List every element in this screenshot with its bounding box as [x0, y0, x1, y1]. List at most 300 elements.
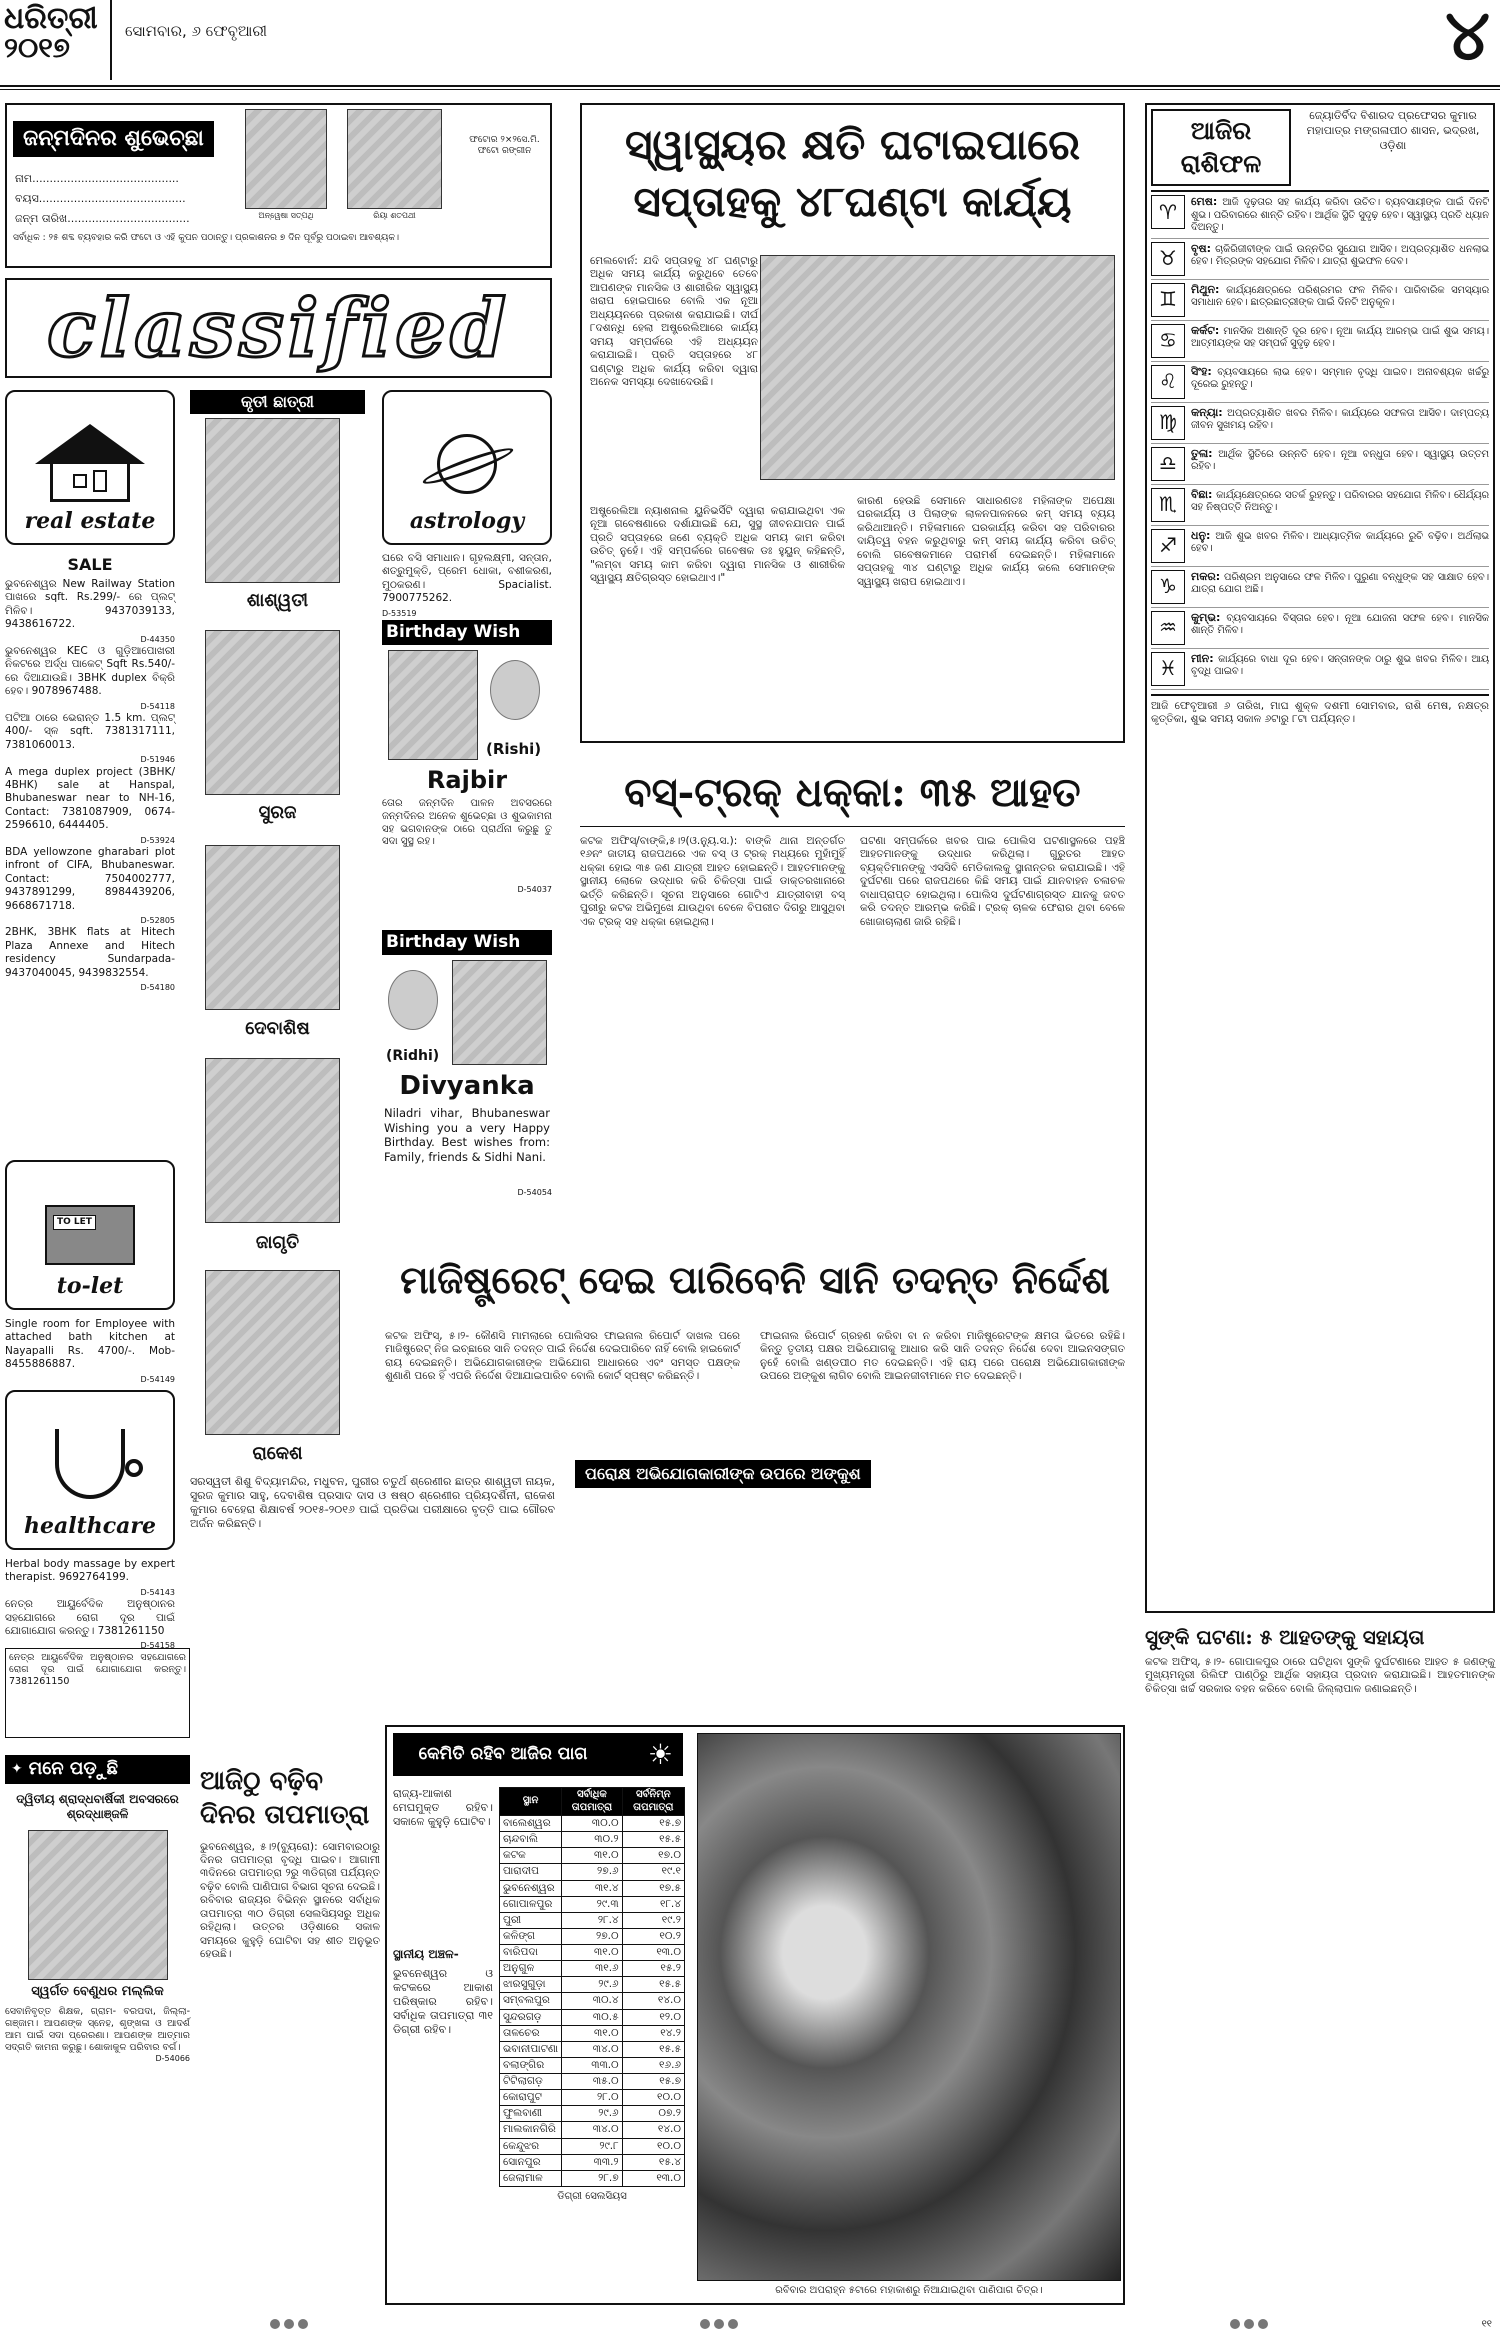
- table-row: [500, 2138, 685, 2154]
- weather-cell: ୨୯.୩: [562, 1896, 622, 1912]
- sale-heading: SALE: [67, 555, 113, 574]
- student-photo-2: [205, 630, 340, 795]
- ad-1: ଭୁବନେଶ୍ୱର New Railway Station ପାଖରେ sqft. Rs.299/- ରେ ପ୍ଲଟ୍ ମିଳିବ। 9437039133, 9438616722.: [5, 578, 175, 631]
- weather-cell: କୋରାପୁଟ: [500, 2090, 562, 2106]
- ad-5-code: D-52805: [140, 916, 175, 926]
- ad-1-code: D-44350: [140, 634, 175, 644]
- obituary-header: ଦ୍ୱିତୀୟ ଶ୍ରାଦ୍ଧବାର୍ଷିକୀ ଅବସରରେ ଶ୍ରଦ୍ଧାଞ୍ଜଳି: [16, 1791, 179, 1821]
- weather-cell: ବଲାଙ୍ଗିର: [500, 2057, 562, 2073]
- table-row: [500, 1896, 685, 1912]
- table-row: [500, 2154, 685, 2170]
- rashi-prediction: ବ୍ୟବସାୟରେ ଲାଭ ହେବ। ସମ୍ମାନ ବୃଦ୍ଧି ପାଇବ। ଅନାବଶ୍ୟକ ଖର୍ଚ୍ଚରୁ ଦୂରେଇ ରୁହନ୍ତୁ।: [1191, 366, 1489, 391]
- weather-cell: ୨୭.୦: [562, 1928, 622, 1944]
- weather-cell: ୩୩.୨: [562, 2154, 622, 2170]
- rashi-name: ସିଂହ:: [1191, 364, 1212, 378]
- rashi-prediction: ଆର୍ଥିକ ସ୍ଥିତିରେ ଉନ୍ନତି ହେବ। ନୂଆ ବନ୍ଧୁତା ହେବ। ସ୍ୱାସ୍ଥ୍ୟ ଉତ୍ତମ ରହିବ।: [1191, 448, 1489, 473]
- zodiac-icon: ♑: [1151, 570, 1185, 604]
- weather-cell: ୧୫.୭: [622, 2074, 684, 2090]
- zodiac-icon: ♒: [1151, 611, 1185, 645]
- obituary-name: ସ୍ୱର୍ଗତ ବେଣୁଧର ମଲ୍ଲିକ: [31, 1983, 164, 1999]
- weather-cell: ୩୧.୦: [562, 2025, 622, 2041]
- zodiac-icon: ♎: [1151, 447, 1185, 481]
- story-bus-col2: ଘଟଣା ସମ୍ପର୍କରେ ଖବର ପାଇ ପୋଲିସ ଘଟଣାସ୍ଥଳରେ ପହଞ୍ଚି ଆହତମାନଙ୍କୁ ଉଦ୍ଧାର କରିଥିଲା। ଗୁରୁତର ଆହତ ବ୍ୟକ୍ତିମାନଙ୍କୁ ଏସସିବି ମେଡିକାଲକୁ ସ୍ଥାନାନ୍ତର କରାଯାଇଛି। ଏହି ଦୁର୍ଘଟଣା ପରେ ରାଜପଥରେ କିଛି ସମୟ ପାଇଁ ଯାନବାହନ ଚଳାଚଳ ବାଧାପ୍ରାପ୍ତ ହୋଇଥିଲା। ପୋଲିସ ଦୁର୍ଘଟଣାଗ୍ରସ୍ତ ଯାନକୁ ଜବତ କରି ତଦନ୍ତ ଆରମ୍ଭ କରିଛି। ଟ୍ରକ୍ ଚାଳକ ଫେରାର ଥିବା ବେଳେ ଖୋଜାଚାଲାଣ ଜାରି ରହିଛି।: [860, 835, 1125, 928]
- rashi-prediction: ପରିଶ୍ରମ ଅନୁସାରେ ଫଳ ମିଳିବ। ପୁରୁଣା ବନ୍ଧୁଙ୍କ ସହ ସାକ୍ଷାତ ହେବ। ଯାତ୍ରା ଯୋଗ ଅଛି।: [1191, 571, 1489, 596]
- real-estate-ads: [5, 578, 175, 993]
- to-let-ad-code: D-54149: [140, 1374, 175, 1384]
- zodiac-icon: ♌: [1151, 365, 1185, 399]
- table-row: [500, 2106, 685, 2122]
- rashiphala-title: ଆଜିର ରାଶିଫଳ: [1151, 109, 1291, 186]
- weather-cell: କେନ୍ଦୁଝର: [500, 2138, 562, 2154]
- student-photo-3: [205, 845, 340, 1010]
- weather-cell: ୩୦.୫: [562, 2009, 622, 2025]
- weather-cell: ୧୪.୦: [622, 1993, 684, 2009]
- weather-cell: ୧୯.୨: [622, 1912, 684, 1928]
- weather-cell: ୨୮.୭: [562, 2170, 622, 2186]
- weather-cell: ବାରିପଦା: [500, 1945, 562, 1961]
- rashi-prediction: କାର୍ଯ୍ୟକ୍ଷେତ୍ରରେ ପରିଶ୍ରମର ଫଳ ମିଳିବ। ପାରିବାରିକ ସମସ୍ୟାର ସମାଧାନ ହେବ। ଛାତ୍ରଛାତ୍ରୀଙ୍କ ପାଇଁ ଦିନଟି ଅନୁକୂଳ।: [1191, 284, 1489, 309]
- zodiac-icon: ♋: [1151, 324, 1185, 358]
- coupon-note: ସର୍ବାଧିକ : ୨୫ ଶବ୍ଦ ବ୍ୟବହାର କରି ଫଟୋ ଓ ଏହି କୁପନ ପଠାନ୍ତୁ। ପ୍ରକାଶନର ୭ ଦିନ ପୂର୍ବରୁ ପଠାଇବା ଆବଶ୍ୟକ।: [13, 233, 400, 243]
- weather-table: [499, 1787, 685, 2187]
- rashi-name: ଧନୁ:: [1191, 528, 1211, 542]
- student-photo-5: [205, 1270, 340, 1435]
- weather-cell: ଜେଲାମାଳ: [500, 2170, 562, 2186]
- weather-cell: ୧୦.୦: [622, 2090, 684, 2106]
- weather-cell: ତାଳଚେର: [500, 2025, 562, 2041]
- weather-cell: ୩୧.୦: [562, 1945, 622, 1961]
- ad-2: ଭୁବନେଶ୍ୱର KEC ଓ ଗୁଡ଼ିଆପୋଖରୀ ନିକଟରେ ଅର୍ଦ୍ଧ ପାକେଟ୍ Sqft Rs.540/- ରେ ଦିଆଯାଉଛି। 3BHK duplex ବିକ୍ରି ହେବ। 9078967488.: [5, 644, 175, 698]
- footer-page-number: ୧୧: [1481, 2318, 1492, 2330]
- child-photo-2-caption: ରିୟା ଶତପଥୀ: [373, 211, 416, 220]
- weather-cell: ୨୮.୪: [562, 1912, 622, 1928]
- table-row: [500, 1816, 685, 1832]
- kruti-title: କୃତୀ ଛାତ୍ରୀ: [190, 390, 365, 414]
- story-health-col3: କାରଣ ହେଉଛି ସେମାନେ ସାଧାରଣତଃ ମହିଳାଙ୍କ ଅପେକ୍ଷା ଘରକାର୍ଯ୍ୟ ଓ ପିଲାଙ୍କ ଲାଳନପାଳନରେ କମ୍ ସମୟ ବ୍ୟୟ କରିଥାଆନ୍ତି। ମହିଳାମାନେ ଘରକାର୍ଯ୍ୟ କରିବା ସହ ପରିବାରର ଦାୟିତ୍ୱ ବହନ କରୁଥିବାରୁ କମ୍ ସମୟ କାର୍ଯ୍ୟ କରିବା ଉଚିତ୍ ବୋଲି ଗବେଷକମାନେ ପରାମର୍ଶ ଦେଇଛନ୍ତି। ମହିଳାମାନେ ସପ୍ତାହକୁ ୩୪ ଘଣ୍ଟାରୁ ଅଧିକ କାର୍ଯ୍ୟ କଲେ ସେମାନଙ୍କ ସ୍ୱାସ୍ଥ୍ୟ ଖରାପ ହୋଇଥାଏ।: [857, 495, 1115, 588]
- weather-cell: ୧୬.୬: [622, 2057, 684, 2073]
- obituary-title-text: ମନେ ପଡ଼ୁଛି: [28, 1758, 119, 1779]
- coupon-field-dob[interactable]: ଜନ୍ମ ତାରିଖ...................................: [15, 212, 190, 225]
- story-accident: [1145, 1625, 1495, 2315]
- table-row: [500, 2170, 685, 2186]
- story-health-photo: [760, 255, 1115, 480]
- zodiac-icon: ♉: [1151, 242, 1185, 276]
- weather-cell: ୧୫.୭: [622, 1816, 684, 1832]
- weather-cell: ୨୯.୮: [562, 2138, 622, 2154]
- astrology-ad: [382, 552, 552, 619]
- rashi-item: [1151, 192, 1489, 239]
- rashi-name: କନ୍ୟା:: [1191, 405, 1223, 419]
- rashi-prediction: କାର୍ଯ୍ୟରେ ବାଧା ଦୂର ହେବ। ସନ୍ତାନଙ୍କ ଠାରୁ ଶୁଭ ଖବର ମିଳିବ। ଆୟ ବୃଦ୍ଧି ପାଇବ।: [1191, 653, 1489, 678]
- weather-cell: ୧୯.୧: [622, 1864, 684, 1880]
- weather-cell: ଚାନ୍ଦବାଲି: [500, 1832, 562, 1848]
- weather-cell: ମାଲକାନଗିରି: [500, 2122, 562, 2138]
- table-row: [500, 1961, 685, 1977]
- table-row: [500, 1864, 685, 1880]
- healthcare-ad-text: Herbal body massage by expert therapist. 9692764199.: [5, 1558, 175, 1584]
- weather-cell: ଝାରସୁଗୁଡ଼ା: [500, 1977, 562, 1993]
- weather-cell: ୧୦.୦: [622, 2138, 684, 2154]
- wish-2-name: Divyanka: [399, 1071, 535, 1101]
- rashi-name: କର୍କଟ:: [1191, 323, 1220, 337]
- weather-cell: ୧୮.୪: [622, 1896, 684, 1912]
- ad-5: BDA yellowzone gharabari plot infront of CIFA, Bhubaneswar. Contact: 7504002777, 9437891299, 8984439206, 9668671718.: [5, 845, 175, 912]
- obituary-text: ସେବାନିବୃତ୍ତ ଶିକ୍ଷକ, ଗ୍ରାମ- ବରପଦା, ଜିଲ୍ଲା- ଗଞ୍ଜାମ। ଆପଣଙ୍କ ସ୍ନେହ, ଶୃଙ୍ଖଳା ଓ ଆଦର୍ଶ ଆମ ପାଇଁ ସଦା ପ୍ରେରଣା। ଆପଣଙ୍କ ଆତ୍ମାର ସଦ୍‌ଗତି କାମନା କରୁଛୁ। ଶୋକାକୁଳ ପରିବାର ବର୍ଗ।: [5, 2005, 190, 2054]
- ad-4: A mega duplex project (3BHK/ 4BHK) sale at Hanspal, Bhubaneswar near to NH-16, Contact: 7381087909, 0674-2596610, 6444405.: [5, 765, 175, 832]
- healthcare-label: healthcare: [24, 1512, 156, 1539]
- rashi-prediction: ବ୍ୟବସାୟରେ ବିସ୍ତାର ହେବ। ନୂଆ ଯୋଜନା ସଫଳ ହେବ। ମାନସିକ ଶାନ୍ତି ମିଳିବ।: [1191, 612, 1489, 637]
- weather-cell: କଟକ: [500, 1848, 562, 1864]
- healthcare-extra-code: D-54158: [140, 1641, 175, 1651]
- weather-cell: ୨୯.୬: [562, 1977, 622, 1993]
- reg-dot: [284, 2319, 294, 2329]
- rashi-item: [1151, 239, 1489, 280]
- to-let-house-icon: TO LET: [45, 1205, 135, 1265]
- to-let-tile: [5, 1160, 175, 1310]
- house-body-icon: [50, 464, 130, 502]
- story-accident-headline: ସୁଙ୍କି ଘଟଣା: ୫ ଆହତଙ୍କୁ ସହାୟତା: [1145, 1625, 1425, 1649]
- weather-cell: ସମ୍ବଲପୁର: [500, 1993, 562, 2009]
- weather-title-text: କେମିତି ରହିବ ଆଜିର ପାଗ: [418, 1743, 588, 1764]
- weather-cell: ୩୫.୦: [562, 2074, 622, 2090]
- rashi-item: [1151, 485, 1489, 526]
- story-health-headline: ସ୍ୱାସ୍ଥ୍ୟର କ୍ଷତି ଘଟାଇପାରେ ସପ୍ତାହକୁ ୪୮ଘଣ୍ଟା କାର୍ଯ୍ୟ: [624, 120, 1081, 226]
- rashi-text: [1191, 195, 1489, 235]
- wish-1-header: Birthday Wish: [382, 620, 552, 645]
- rashi-text: [1191, 611, 1489, 645]
- obituary-title: [5, 1755, 190, 1784]
- weather-cell: ୧୪.୨: [622, 2025, 684, 2041]
- weather-cell: ୧୫.୪: [622, 2154, 684, 2170]
- wish-1-name: Rajbir: [426, 766, 508, 794]
- notice-ad: [5, 1648, 190, 1738]
- weather-header-0: ସ୍ଥାନ: [500, 1788, 562, 1816]
- weather-cell: ୧୦.୨: [622, 1928, 684, 1944]
- coupon-fields: [15, 169, 235, 229]
- weather-cell: କଳିଙ୍ଗ: [500, 1928, 562, 1944]
- weather-cell: ୧୨.୦: [622, 2009, 684, 2025]
- weather-cell: ବାଲେଶ୍ୱର: [500, 1816, 562, 1832]
- coupon-field-age[interactable]: ବୟସ..........................................: [15, 192, 186, 205]
- stethoscope-icon: [55, 1429, 125, 1499]
- story-health-col2: ଅଷ୍ଟ୍ରେଲିଆ ନ୍ୟାଶନାଲ ୟୁନିଭର୍ସିଟି ଦ୍ୱାରା କରାଯାଇଥିବା ଏକ ନୂଆ ଗବେଷଣାରେ ଦର୍ଶାଯାଇଛି ଯେ, ସୁସ୍ଥ ଜୀବନଯାପନ ପାଇଁ ପ୍ରତି ସପ୍ତାହରେ ଜଣେ ବ୍ୟକ୍ତି ଅଧିକ ସମୟ କାମ କରିବା ଉଚିତ୍ ନୁହେଁ। ଏହି ସମ୍ପର୍କରେ ଗବେଷକ ଡଃ ହୁୟୁନ୍ କହିଛନ୍ତି, "ଲମ୍ବା ସମୟ କାମ କରିବା ଦ୍ୱାରା ମାନସିକ ଓ ଶାରୀରିକ ସ୍ୱାସ୍ଥ୍ୟ କ୍ଷତିଗ୍ରସ୍ତ ହୋଇଥାଏ।": [590, 505, 845, 585]
- table-row: [500, 1880, 685, 1896]
- rashi-item: [1151, 649, 1489, 690]
- weather-table-wrap: [499, 1787, 685, 2203]
- story-magistrate-col2: ଫାଇନାଲ ରିପୋର୍ଟ ଗ୍ରହଣ କରିବା ବା ନ କରିବା ମାଜିଷ୍ଟ୍ରେଟଙ୍କ କ୍ଷମତା ଭିତରେ ରହିଛି। କିନ୍ତୁ ତୃତୀୟ ପକ୍ଷର ଅଭିଯୋଗକୁ ଆଧାର କରି ସାନି ତଦନ୍ତ ନିର୍ଦ୍ଦେଶ ଦେବା ଆଇନସଙ୍ଗତ ନୁହେଁ ବୋଲି ଖଣ୍ଡପୀଠ ମତ ଦେଇଛନ୍ତି। ଏହି ରାୟ ପରେ ପରୋକ୍ଷ ଅଭିଯୋଗକାରୀଙ୍କ ଉପରେ ଅଙ୍କୁଶ ଲାଗିବ ବୋଲି ଆଇନଜୀବୀମାନେ ମତ ଦେଇଛନ୍ତି।: [760, 1330, 1125, 1383]
- obituary-photo: [28, 1830, 168, 1980]
- story-bus-col1: କଟକ ଅଫିସ୍/ବାଙ୍କି,୫।୨(ଓ.ନ୍ୟୁ.ସ.): ବାଙ୍କି ଥାନା ଅନ୍ତର୍ଗତ ୧୬ନଂ ଜାତୀୟ ରାଜପଥରେ ଏକ ବସ୍ ଓ ଟ୍ରକ୍ ମଧ୍ୟରେ ମୁହାଁମୁହିଁ ଧକ୍କା ହୋଇ ୩୫ ଜଣ ଯାତ୍ରୀ ଆହତ ହୋଇଛନ୍ତି। ଆହତମାନଙ୍କୁ ସ୍ଥାନୀୟ ଲୋକେ ଉଦ୍ଧାର କରି ଚିକିତ୍ସା ପାଇଁ ଡାକ୍ତରଖାନାରେ ଭର୍ତ୍ତି କରିଛନ୍ତି। ସୂଚନା ଅନୁସାରେ ଗୋଟିଏ ଯାତ୍ରୀବାହୀ ବସ୍ ପୁରୀରୁ କଟକ ଅଭିମୁଖେ ଯାଉଥିବା ବେଳେ ବିପରୀତ ଦିଗରୁ ଆସୁଥିବା ଏକ ଟ୍ରକ୍ ସହ ଧକ୍କା ହୋଇଥିଲା।: [580, 835, 845, 928]
- rashi-list: [1151, 192, 1489, 690]
- ad-4-code: D-53924: [140, 835, 175, 845]
- rashi-item: [1151, 567, 1489, 608]
- house-icon: [35, 424, 145, 464]
- obituary-code: D-54066: [155, 2054, 190, 2064]
- rashi-item: [1151, 280, 1489, 321]
- weather-cell: ସୁନ୍ଦରଗଡ଼: [500, 2009, 562, 2025]
- weather-cell: ୧୭.୦: [622, 1848, 684, 1864]
- weather-header-2: ସର୍ବନିମ୍ନ ତାପମାତ୍ରା: [622, 1788, 684, 1816]
- story-magistrate-subhead: ପରୋକ୍ଷ ଅଭିଯୋଗକାରୀଙ୍କ ଉପରେ ଅଙ୍କୁଶ: [575, 1460, 871, 1488]
- weather-cell: ପାରାଦୀପ: [500, 1864, 562, 1880]
- weather-cell: ୩୧.୦: [562, 1848, 622, 1864]
- reg-dot: [1230, 2319, 1240, 2329]
- wish-2-text: Niladri vihar, Bhubaneswar Wishing you a very Happy Birthday. Best wishes from: Family, friends & Sidhi Nani.: [384, 1106, 550, 1165]
- story-bus: [580, 760, 1125, 1240]
- ad-3-code: D-51946: [140, 755, 175, 765]
- story-health: [580, 103, 1125, 743]
- rashi-item: [1151, 526, 1489, 567]
- weather-cell: ୩୪.୦: [562, 2122, 622, 2138]
- rashi-name: ବୃଷ:: [1191, 241, 1212, 255]
- rashi-name: ମିଥୁନ:: [1191, 282, 1220, 296]
- sun-cloud-icon: ☀: [647, 1738, 673, 1771]
- ad-3: ପଟିଆ ଠାରେ ଭେରାନ୍ତ 1.5 km. ପ୍ଲଟ୍ 400/- ସ୍ଳ sqft. 7381317111, 7381060013.: [5, 711, 175, 751]
- zodiac-icon: ♓: [1151, 652, 1185, 686]
- zodiac-icon: ♏: [1151, 488, 1185, 522]
- wish-2-nick: (Ridhi): [386, 1048, 440, 1064]
- astrology-tile: [382, 390, 552, 545]
- story-magistrate-col1: କଟକ ଅଫିସ୍, ୫।୨- କୌଣସି ମାମଲାରେ ପୋଲିସର ଫାଇନାଲ ରିପୋର୍ଟ ଦାଖଲ ପରେ ମାଜିଷ୍ଟ୍ରେଟ୍ ନିଜ ଇଚ୍ଛାରେ ସାନି ତଦନ୍ତ ପାଇଁ ନିର୍ଦ୍ଦେଶ ଦେଇପାରିବେ ନାହିଁ ବୋଲି ହାଇକୋର୍ଟ ରାୟ ଦେଇଛନ୍ତି। ଅଭିଯୋଗକାରୀଙ୍କ ଅଭିଯୋଗ ଆଧାରରେ ଏବଂ ସମସ୍ତ ପକ୍ଷଙ୍କ ଶୁଣାଣି ପରେ ହିଁ ଏପରି ନିର୍ଦ୍ଦେଶ ଦିଆଯାଇପାରିବ ବୋଲି କୋର୍ଟ ସ୍ପଷ୍ଟ କରିଛନ୍ତି।: [385, 1330, 740, 1383]
- balloon-icon-2: [388, 970, 438, 1030]
- table-row: [500, 2025, 685, 2041]
- weather-title: [393, 1733, 683, 1776]
- rashi-text: [1191, 652, 1489, 686]
- rashi-item: [1151, 608, 1489, 649]
- reg-dot: [1258, 2319, 1268, 2329]
- weather-header-1: ସର୍ବାଧିକ ତାପମାତ୍ରା: [562, 1788, 622, 1816]
- rashi-name: ବିଛା:: [1191, 487, 1213, 501]
- weather-cell: ୩୪.୦: [562, 2041, 622, 2057]
- table-row: [500, 2041, 685, 2057]
- rashi-text: [1191, 406, 1489, 440]
- rashi-name: ମୀନ:: [1191, 651, 1214, 665]
- rashi-text: [1191, 529, 1489, 563]
- astrology-ad-text: ଘରେ ବସି ସମାଧାନ। ଗୃହଲକ୍ଷ୍ମୀ, ସନ୍ତାନ, ଶତ୍ରୁମୁକ୍ତି, ପ୍ରେମ ଧୋକା, ବଶୀକରଣ, ମୁଠକରଣ। Spacialist. 7900775262.: [382, 552, 552, 605]
- ad-6: 2BHK, 3BHK flats at Hitech Plaza Annexe and Hitech residency Sundarpada- 9437040045, 9439832554.: [5, 926, 175, 979]
- astrology-label: astrology: [409, 507, 525, 534]
- story-health-col1: ମେଲବୋର୍ନ: ଯଦି ସପ୍ତାହକୁ ୪୮ ଘଣ୍ଟାରୁ ଅଧିକ ସମୟ କାର୍ଯ୍ୟ କରୁଥିବେ ତେବେ ଆପଣଙ୍କ ମାନସିକ ଓ ଶାରୀରିକ ସ୍ୱାସ୍ଥ୍ୟ ଖରାପ ହୋଇପାରେ ବୋଲି ଏକ ନୂଆ ଅଧ୍ୟୟନରେ ପ୍ରକାଶ କରାଯାଇଛି। ଦୀର୍ଘ ୮ଦଶନ୍ଧି ହେଲା ଅଷ୍ଟ୍ରେଲିଆରେ କାର୍ଯ୍ୟ ସମୟ ସମ୍ପର୍କରେ ଏହି ଅଧ୍ୟୟନ କରାଯାଇଛି। ପ୍ରତି ସପ୍ତାହରେ ୪୮ ଘଣ୍ଟାରୁ ଅଧିକ କାର୍ଯ୍ୟ କରିବା ଦ୍ୱାରା ଅନେକ ସମସ୍ୟା ଦେଖାଦେଉଛି।: [590, 255, 758, 388]
- kruti-text: ସରସ୍ୱତୀ ଶିଶୁ ବିଦ୍ୟାମନ୍ଦିର, ମଧୁବନ, ପୁରୀର ଚତୁର୍ଥ ଶ୍ରେଣୀର ଛାତ୍ର ଶାଶ୍ୱତୀ ନାୟକ, ସୁରଜ କୁମାର ସାହୁ, ଦେବାଶିଷ ପ୍ରସାଦ ଦାସ ଓ ଷଷ୍ଠ ଶ୍ରେଣୀର ପ୍ରିୟଦର୍ଶିନୀ, ରାକେଶ କୁମାର ବେହେରା ଶିକ୍ଷାବର୍ଷ ୨୦୧୫-୨୦୧୬ ପାଇଁ ପ୍ରତିଭା ପରୀକ୍ଷାରେ ବୃତ୍ତି ପାଇ ଗୌରବ ଅର୍ଜନ କରିଛନ୍ତି।: [190, 1475, 555, 1531]
- weather-unit: ଡିଗ୍ରୀ ସେଲସିୟସ: [557, 2190, 627, 2202]
- rashi-prediction: ମାନସିକ ଅଶାନ୍ତି ଦୂର ହେବ। ନୂଆ କାର୍ଯ୍ୟ ଆରମ୍ଭ ପାଇଁ ଶୁଭ ସମୟ। ଆତ୍ମୀୟଙ୍କ ସହ ସମ୍ପର୍କ ସୁଦୃଢ଼ ହେବ।: [1191, 325, 1489, 350]
- birthday-wish-2: [382, 930, 552, 1210]
- registration-marks-2: [700, 2319, 738, 2329]
- masthead: [0, 0, 1500, 95]
- rashi-prediction: ଆଜି ଦୃଢ଼ତାର ସହ କାର୍ଯ୍ୟ କରିବା ଉଚିତ। ବ୍ୟବସାୟୀଙ୍କ ପାଇଁ ଦିନଟି ଶୁଭ। ପରିବାରରେ ଶାନ୍ତି ରହିବ। ଆର୍ଥିକ ସ୍ଥିତି ସୁଦୃଢ଼ ହେବ। ସ୍ୱାସ୍ଥ୍ୟ ପ୍ରତି ଧ୍ୟାନ ଦିଅନ୍ତୁ।: [1191, 197, 1489, 234]
- story-bus-headline: ବସ୍-ଟ୍ରକ୍ ଧକ୍କା: ୩୫ ଆହତ: [580, 760, 1125, 827]
- weather-cell: ୧୪.୦: [622, 2122, 684, 2138]
- weather-cell: ୧୫.୫: [622, 1977, 684, 1993]
- birthday-wish-1: [382, 620, 552, 910]
- weather-cell: ପୁରୀ: [500, 1912, 562, 1928]
- real-estate-tile: [5, 390, 175, 545]
- student-photo-4: [205, 1058, 340, 1223]
- rashi-prediction: ଆଜି ଶୁଭ ଖବର ମିଳିବ। ଆଧ୍ୟାତ୍ମିକ କାର୍ଯ୍ୟରେ ରୁଚି ବଢ଼ିବ। ଅର୍ଥଲାଭ ହେବ।: [1191, 530, 1489, 555]
- rashi-name: ମକର:: [1191, 569, 1221, 583]
- weather-box: [385, 1725, 1125, 2305]
- registration-marks: [270, 2319, 308, 2329]
- healthcare-ad-code: D-54143: [140, 1587, 175, 1597]
- reg-dot: [298, 2319, 308, 2329]
- table-row: [500, 1945, 685, 1961]
- healthcare-ad: [5, 1558, 175, 1652]
- satellite-image: [697, 1733, 1121, 2281]
- weather-cell: ୧୩.୦: [622, 2170, 684, 2186]
- student-name-2: ସୁରଜ: [258, 802, 297, 823]
- rashi-text: [1191, 488, 1489, 522]
- rashi-text: [1191, 283, 1489, 317]
- weather-cell: ସୋନପୁର: [500, 2154, 562, 2170]
- reg-dot: [270, 2319, 280, 2329]
- weather-cell: ଟିଟିଲାଗଡ଼: [500, 2074, 562, 2090]
- table-row: [500, 1912, 685, 1928]
- weather-cell: ୨୮.୦: [562, 2090, 622, 2106]
- table-row: [500, 2074, 685, 2090]
- table-row: [500, 1993, 685, 2009]
- zodiac-icon: ♐: [1151, 529, 1185, 563]
- rashi-item: [1151, 444, 1489, 485]
- child-photo-2: [347, 109, 442, 209]
- table-row: [500, 1928, 685, 1944]
- student-photo-1: [205, 418, 340, 583]
- weather-cell: ୩୦.୦: [562, 1816, 622, 1832]
- child-photo-1: [245, 109, 327, 209]
- logo-year: ୨୦୧୭: [4, 31, 70, 64]
- lamp-icon: ✦: [11, 1760, 23, 1777]
- weather-local-text: ଭୁବନେଶ୍ୱର ଓ କଟକରେ ଆକାଶ ପରିଷ୍କାର ରହିବ। ସର୍ବାଧିକ ତାପମାତ୍ରା ୩୧ ଡିଗ୍ରୀ ରହିବ।: [393, 1967, 493, 2037]
- weather-cell: ୩୦.୪: [562, 1993, 622, 2009]
- rashi-prediction: ଅପ୍ରତ୍ୟାଶିତ ଖବର ମିଳିବ। କାର୍ଯ୍ୟରେ ସଫଳତା ଆସିବ। ଦାମ୍ପତ୍ୟ ଜୀବନ ସୁଖମୟ ରହିବ।: [1191, 407, 1489, 432]
- weather-cell: ଭୁବନେଶ୍ୱର: [500, 1880, 562, 1896]
- planet-icon: [437, 434, 497, 494]
- notice-ad-text: ନେତ୍ର ଆୟୁର୍ବେଦିକ ଅନୁଷ୍ଠାନର ସହଯୋଗରେ ରୋଗ ଦୂର ପାଇଁ ଯୋଗାଯୋଗ କରନ୍ତୁ। 7381261150: [9, 1652, 186, 1688]
- story-temp: [200, 1765, 380, 2320]
- masthead-logo: [4, 1, 104, 64]
- table-row: [500, 2009, 685, 2025]
- rashi-prediction: କାର୍ଯ୍ୟକ୍ଷେତ୍ରରେ ସତର୍କ ରୁହନ୍ତୁ। ପରିବାରର ସହଯୋଗ ମିଳିବ। ଧୈର୍ଯ୍ୟର ସହ ନିଷ୍ପତ୍ତି ନିଅନ୍ତୁ।: [1191, 489, 1489, 514]
- panji-text: ଆଜି ଫେବୃଆରୀ ୬ ତାରିଖ, ମାଘ ଶୁକ୍ଳ ଦଶମୀ ସୋମବାର, ରାଶି ମେଷ, ନକ୍ଷତ୍ର କୃତ୍ତିକା, ଶୁଭ ସମୟ ସକାଳ ୬ଟାରୁ ୮ଟା ପର୍ଯ୍ୟନ୍ତ।: [1151, 694, 1489, 727]
- zodiac-icon: ♈: [1151, 195, 1185, 229]
- weather-cell: ୨୯.୬: [562, 2106, 622, 2122]
- student-name-1: ଶାଶ୍ୱତୀ: [246, 590, 309, 611]
- reg-dot: [714, 2319, 724, 2329]
- weather-cell: ୧୫.୫: [622, 2041, 684, 2057]
- table-row: [500, 1977, 685, 1993]
- real-estate-label: real estate: [24, 507, 156, 534]
- birthday-coupon-title: ଜନ୍ମଦିନର ଶୁଭେଚ୍ଛା: [13, 121, 214, 157]
- masthead-rule: [0, 85, 1500, 90]
- wish-1-nick: (Rishi): [486, 740, 542, 758]
- classified-banner: [5, 278, 552, 378]
- weather-cell: ଫୁଲବାଣୀ: [500, 2106, 562, 2122]
- weather-cell: ଗୋପାଳପୁର: [500, 1896, 562, 1912]
- weather-cell: ୩୧.୪: [562, 1880, 622, 1896]
- weather-intro: ରାଜ୍ୟ-ଆକାଶ ମେଘମୁକ୍ତ ରହିବ। ସକାଳେ କୁହୁଡ଼ି ଘୋଟିବ।: [393, 1787, 493, 1829]
- table-row: [500, 2090, 685, 2106]
- rashi-name: ମେଷ:: [1191, 195, 1218, 208]
- story-temp-text: ଭୁବନେଶ୍ୱର, ୫।୨(ବ୍ୟୁରୋ): ସୋମବାରଠାରୁ ଦିନର ତାପମାତ୍ରା ବୃଦ୍ଧି ପାଇବ। ଆଗାମୀ ୩ଦିନରେ ତାପମାତ୍ରା ୨ରୁ ୩ଡିଗ୍ରୀ ପର୍ଯ୍ୟନ୍ତ ବଢ଼ିବ ବୋଲି ପାଣିପାଗ ବିଭାଗ ସୂଚନା ଦେଇଛି। ରବିବାର ରାଜ୍ୟର ବିଭିନ୍ନ ସ୍ଥାନରେ ସର୍ବାଧିକ ତାପମାତ୍ରା ୩୦ ଡିଗ୍ରୀ ସେଲସିୟସରୁ ଅଧିକ ରହିଥିଲା। ଉତ୍ତର ଓଡ଼ିଶାରେ ସକାଳ ସମୟରେ କୁହୁଡ଼ି ଘୋଟିବା ସହ ଶୀତ ଅନୁଭୂତ ହେଉଛି।: [200, 1840, 380, 1961]
- child-photo-1-caption: ଅନ୍ୱେଷା ସତ୍ପଥି: [258, 211, 314, 220]
- healthcare-tile: [5, 1390, 175, 1550]
- birthday-coupon: [5, 103, 552, 268]
- rashi-prediction: ଚାକିରିଜୀବୀଙ୍କ ପାଇଁ ଉନ୍ନତିର ସୁଯୋଗ ଆସିବ। ଅପ୍ରତ୍ୟାଶିତ ଧନଲାଭ ହେବ। ମିତ୍ରଙ୍କ ସହଯୋଗ ମିଳିବ। ଯାତ୍ରା ଶୁଭଫଳ ଦେବ।: [1191, 243, 1489, 268]
- rashi-name: ତୁଳା:: [1191, 446, 1213, 460]
- wish-1-code: D-54037: [517, 885, 552, 894]
- rashi-item: [1151, 362, 1489, 403]
- logo-text: ଧରିତ୍ରୀ: [4, 1, 98, 36]
- registration-marks-3: [1230, 2319, 1268, 2329]
- zodiac-icon: ♊: [1151, 283, 1185, 317]
- wish-2-code: D-54054: [517, 1188, 552, 1197]
- rashi-item: [1151, 403, 1489, 444]
- to-let-label: to-let: [56, 1272, 124, 1299]
- rashi-text: [1191, 242, 1489, 276]
- student-name-5: ରାକେଶ: [252, 1443, 303, 1464]
- rashi-item: [1151, 321, 1489, 362]
- weather-cell: ୩୧.୬: [562, 1961, 622, 1977]
- weather-local-title: ସ୍ଥାନୀୟ ଅଞ୍ଚଳ-: [393, 1947, 459, 1961]
- student-name-4: ଜାଗୃତି: [255, 1232, 300, 1253]
- student-name-3: ଦେବାଶିଷ: [245, 1018, 310, 1039]
- reg-dot: [728, 2319, 738, 2329]
- weather-cell: ୩୩.୦: [562, 2057, 622, 2073]
- reg-dot: [700, 2319, 710, 2329]
- wish-1-text: ତୋର ଜନ୍ମଦିନ ପାଳନ ଅବସରରେ ଜନ୍ମଦିନର ଅନେକ ଶୁଭେଚ୍ଛା ଓ ଶୁଭକାମନା ସହ ଭଗବାନଙ୍କ ଠାରେ ପ୍ରାର୍ଥନା କରୁଛୁ ତୁ ସଦା ସୁସ୍ଥ ରହ।: [382, 798, 552, 848]
- rashi-text: [1191, 447, 1489, 481]
- weather-cell: ୧୩.୦: [622, 1945, 684, 1961]
- ad-6-code: D-54180: [140, 983, 175, 993]
- story-magistrate: [385, 1250, 1125, 1710]
- weather-cell: ୧୭.୫: [622, 1880, 684, 1896]
- weather-cell: ୧୫.୫: [622, 1832, 684, 1848]
- page-number: ୪: [1445, 0, 1490, 76]
- satellite-caption: ରବିବାର ଅପରାହ୍ନ ୫ଟାରେ ମହାକାଶରୁ ନିଆଯାଇଥିବା ପାଣିପାଗ ଚିତ୍ର।: [775, 2285, 1043, 2296]
- photo-size-note: ଫଟୋର ୨×୨ସେ.ମି. ଫଟୋ ରଙ୍ଗୀନ: [469, 135, 540, 157]
- rashiphala-author: ଜ୍ୟୋତିର୍ବିଦ ବିଶାରଦ ପ୍ରଫେସର କୁମାର ମହାପାତ୍ର ମଙ୍ଗଳାପୀଠ ଶାସନ, ଭଦ୍ରଖ, ଓଡ଼ିଶା: [1306, 109, 1480, 152]
- story-accident-text: କଟକ ଅଫିସ୍, ୫।୨- ଗୋପାଳପୁର ଠାରେ ଘଟିଥିବା ସୁଙ୍କି ଦୁର୍ଘଟଣାରେ ଆହତ ୫ ଜଣଙ୍କୁ ମୁଖ୍ୟମନ୍ତ୍ରୀ ରିଲିଫ ପାଣ୍ଠିରୁ ଆର୍ଥିକ ସହାୟତା ପ୍ରଦାନ କରାଯାଇଛି। ଆହତମାନଙ୍କ ଚିକିତ୍ସା ଖର୍ଚ୍ଚ ସରକାର ବହନ କରିବେ ବୋଲି ଜିଲ୍ଲାପାଳ ଜଣାଇଛନ୍ତି।: [1145, 1656, 1495, 1695]
- table-row: [500, 1848, 685, 1864]
- balloon-icon-1: [490, 660, 540, 720]
- weather-cell: ୦୭.୨: [622, 2106, 684, 2122]
- rashi-text: [1191, 570, 1489, 604]
- coupon-field-name[interactable]: ନାମ..........................................: [15, 172, 179, 185]
- table-row: [500, 2057, 685, 2073]
- rashi-text: [1191, 324, 1489, 358]
- reg-dot: [1244, 2319, 1254, 2329]
- healthcare-extra: ନେତ୍ର ଆୟୁର୍ବେଦିକ ଅନୁଷ୍ଠାନର ସହଯୋଗରେ ରୋଗ ଦୂର ପାଇଁ ଯୋଗାଯୋଗ କରନ୍ତୁ। 7381261150: [5, 1598, 175, 1637]
- wish-1-photo: [388, 650, 478, 760]
- table-row: [500, 2122, 685, 2138]
- weather-cell: ଭବାନୀପାଟଣା: [500, 2041, 562, 2057]
- story-magistrate-headline: ମାଜିଷ୍ଟ୍ରେଟ୍ ଦେଇ ପାରିବେନି ସାନି ତଦନ୍ତ ନିର୍ଦ୍ଦେଶ: [400, 1257, 1110, 1302]
- weather-cell: ୧୫.୨: [622, 1961, 684, 1977]
- ad-2-code: D-54118: [140, 701, 175, 711]
- masthead-date: ସୋମବାର, ୬ ଫେବୃଆରୀ: [125, 22, 267, 40]
- to-let-ad-text: Single room for Employee with attached bath kitchen at Nayapalli Rs. 4700/-. Mob-8455886887.: [5, 1318, 175, 1371]
- masthead-divider: [110, 0, 112, 80]
- rashi-name: କୁମ୍ଭ:: [1191, 610, 1221, 624]
- weather-cell: ୩୦.୨: [562, 1832, 622, 1848]
- weather-cell: ଅନୁଗୁଳ: [500, 1961, 562, 1977]
- story-temp-headline: ଆଜିଠୁ ବଢ଼ିବ ଦିନର ତାପମାତ୍ରା: [200, 1766, 370, 1830]
- table-row: [500, 1832, 685, 1848]
- wish-2-photo: [452, 960, 547, 1065]
- rashiphala: [1145, 103, 1495, 1613]
- wish-2-header: Birthday Wish: [382, 930, 552, 955]
- to-let-ad: [5, 1318, 175, 1385]
- rashiphala-header: [1151, 109, 1489, 192]
